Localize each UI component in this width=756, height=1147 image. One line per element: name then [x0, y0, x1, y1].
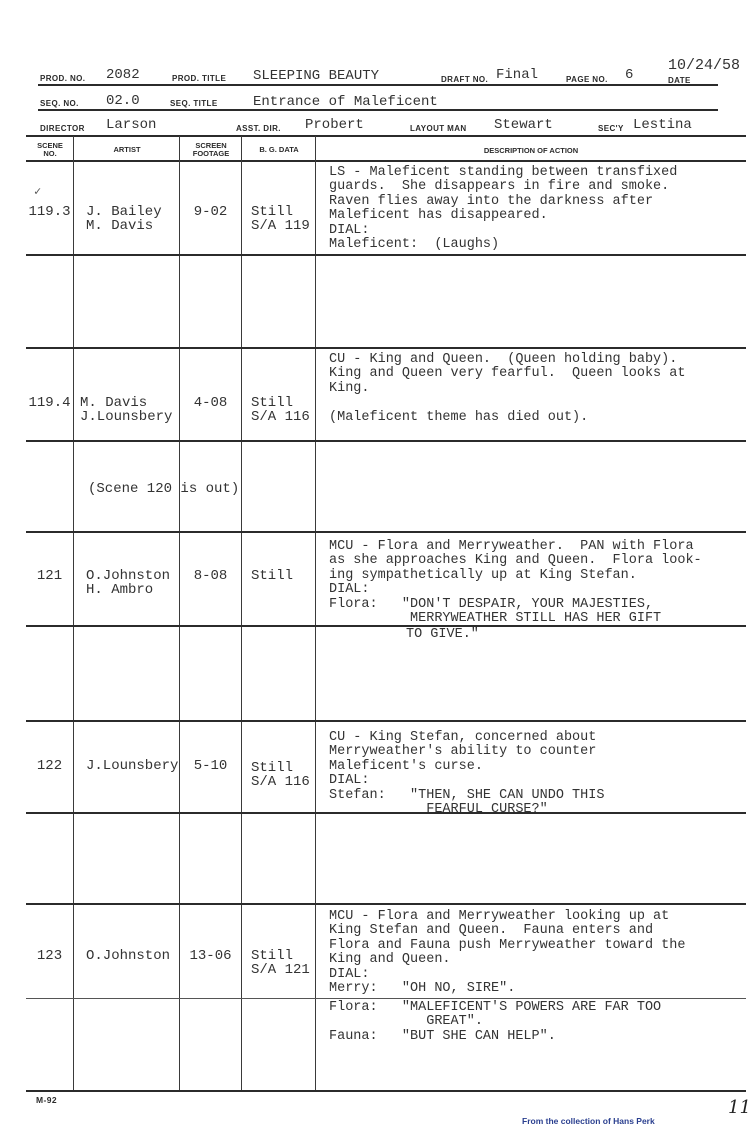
- screen-footage: 8-08: [193, 568, 228, 584]
- row-rule: [26, 531, 746, 533]
- artist: J. Bailey M. Davis: [86, 204, 162, 234]
- secy: Lestina: [633, 117, 692, 133]
- sheet-mark: 11: [728, 1097, 751, 1118]
- bg-data: Still S/A 119: [251, 204, 310, 234]
- scene-number: 122: [36, 758, 63, 774]
- col-divider-4: [315, 136, 316, 1090]
- seq-title: Entrance of Maleficent: [253, 94, 438, 110]
- bottom-rule: [26, 1090, 746, 1092]
- col-description: DESCRIPTION OF ACTION: [483, 146, 579, 155]
- col-bg-data: B. G. DATA: [259, 145, 299, 154]
- screen-footage: 5-10: [193, 758, 228, 774]
- director: Larson: [106, 117, 157, 133]
- scene-number: 123: [36, 948, 63, 964]
- artist: O.Johnston: [86, 948, 171, 964]
- secy-label: SEC'Y: [598, 124, 624, 133]
- scene-number: 119.4: [28, 395, 71, 411]
- bg-data: Still: [251, 568, 294, 584]
- header-rule-1: [38, 84, 718, 86]
- page-no: 6: [625, 67, 634, 83]
- action-description-continued: Flora: "MALEFICENT'S POWERS ARE FAR TOO GREAT". Fauna: "BUT SHE CAN HELP".: [329, 1000, 662, 1044]
- action-description-continued: TO GIVE.": [406, 627, 479, 642]
- row-rule: [26, 720, 746, 722]
- col-divider-3: [241, 136, 242, 1090]
- scene-number: 121: [36, 568, 63, 584]
- col-screen-footage: SCREEN FOOTAGE: [192, 141, 230, 158]
- layout-man: Stewart: [494, 117, 553, 133]
- col-artist: ARTIST: [113, 145, 141, 154]
- row-rule: [26, 254, 746, 256]
- seq-no-label: SEQ. NO.: [40, 99, 79, 108]
- col-divider-2: [179, 136, 180, 1090]
- row-rule: [26, 347, 746, 349]
- action-description: CU - King and Queen. (Queen holding baby). King and Queen very fearful. Queen looks at King. (Maleficent theme has died out).: [329, 352, 686, 425]
- draft-no: Final: [496, 67, 539, 83]
- action-description: MCU - Flora and Merryweather looking up at King Stefan and Queen. Fauna enters and Flora and Fauna push Merryweather toward the King and Queen. DIAL: Merry: "OH NO, SIRE".: [329, 909, 686, 997]
- seq-no: 02.0: [106, 93, 140, 109]
- artist: O.Johnston H. Ambro: [86, 568, 171, 598]
- artist: J.Lounsbery: [86, 758, 179, 774]
- artist: M. Davis J.Lounsbery: [80, 395, 173, 425]
- page-no-label: PAGE NO.: [566, 75, 608, 84]
- col-scene-no: SCENE NO.: [37, 141, 63, 158]
- asst-dir-label: ASST. DIR.: [236, 124, 281, 133]
- column-header-rule: [26, 160, 746, 162]
- bg-data: Still S/A 121: [251, 948, 310, 978]
- scene-number: 119.3: [28, 204, 71, 220]
- row-rule: [26, 998, 746, 999]
- collection-credit: From the collection of Hans Perk: [522, 1116, 655, 1126]
- director-label: DIRECTOR: [40, 124, 85, 133]
- screen-footage: 9-02: [193, 204, 228, 220]
- header-rule-2: [38, 109, 718, 111]
- seq-title-label: SEQ. TITLE: [170, 99, 218, 108]
- row-rule: [26, 903, 746, 905]
- prod-title-label: PROD. TITLE: [172, 74, 227, 83]
- action-description: CU - King Stefan, concerned about Merryweather's ability to counter Maleficent's curse. DIAL: Stefan: "THEN, SHE CAN UNDO THIS FEARFUL CURSE?": [329, 730, 605, 818]
- date-value: 10/24/58: [668, 57, 741, 74]
- header-rule-3: [26, 135, 746, 137]
- draft-no-label: DRAFT NO.: [441, 75, 489, 84]
- col-divider-1: [73, 136, 74, 1090]
- layout-man-label: LAYOUT MAN: [410, 124, 467, 133]
- row-rule: [26, 440, 746, 442]
- bg-data: Still S/A 116: [251, 760, 310, 790]
- action-description: LS - Maleficent standing between transfixed guards. She disappears in fire and smoke. Raven flies away into the darkness after Maleficent has disappeared. DIAL: Maleficent: (Laughs): [329, 165, 678, 253]
- date-label: DATE: [668, 76, 691, 85]
- screen-footage: 4-08: [193, 395, 228, 411]
- screen-footage: 13-06: [189, 948, 232, 964]
- action-description: MCU - Flora and Merryweather. PAN with Flora as she approaches King and Queen. Flora look- ing sympathetically up at King Stefan. DIAL: Flora: "DON'T DESPAIR, YOUR MAJESTIES, MERRYWEATHER STILL HAS HER GIFT: [329, 539, 702, 627]
- asst-dir: Probert: [305, 117, 364, 133]
- form-number: M-92: [36, 1095, 57, 1105]
- check-mark: ✓: [34, 185, 42, 199]
- bg-data: Still S/A 116: [251, 395, 310, 425]
- scene-out-note: (Scene 120 is out): [88, 481, 240, 497]
- prod-no-label: PROD. NO.: [40, 74, 86, 83]
- prod-title: SLEEPING BEAUTY: [253, 68, 380, 84]
- prod-no: 2082: [106, 67, 140, 83]
